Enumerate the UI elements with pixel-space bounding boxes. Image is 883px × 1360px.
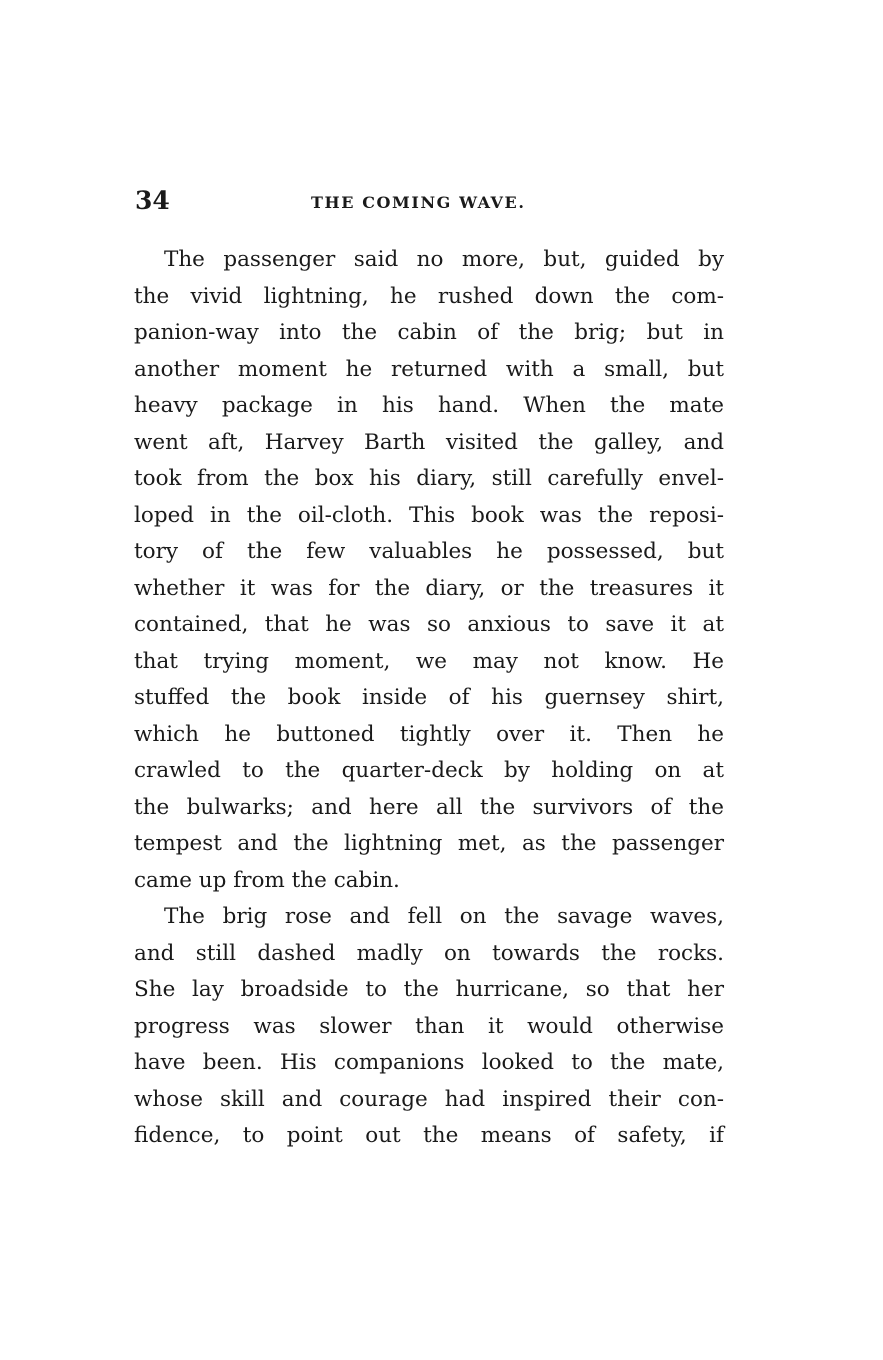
body-text (134, 242, 724, 1155)
text-line: the bulwarks; and here all the survivors of the (134, 794, 724, 820)
text-line: tory of the few valuables he possessed, but (134, 539, 724, 564)
text-line: crawled to the quarter-deck by holding on at (134, 758, 724, 783)
text-line: She lay broadside to the hurricane, so that her (134, 977, 724, 1002)
text-line: panion-way into the cabin of the brig; but in (134, 320, 724, 345)
text-line: have been. His companions looked to the mate, (134, 1050, 724, 1075)
text-line: whose skill and courage had inspired their con- (134, 1086, 724, 1112)
text-line: The passenger said no more, but, guided by (164, 247, 724, 272)
text-line: came up from the cabin. (134, 867, 400, 893)
text-line: which he buttoned tightly over it. Then he (134, 721, 724, 747)
page-number: 34 (135, 186, 170, 215)
text-line: loped in the oil-cloth. This book was the reposi- (134, 502, 724, 528)
text-line: contained, that he was so anxious to save it at (134, 612, 724, 637)
text-line: that trying moment, we may not know. He (134, 648, 724, 674)
text-line: The brig rose and fell on the savage waves, (164, 904, 724, 929)
text-line: and still dashed madly on towards the rocks. (134, 940, 724, 966)
text-line: stuffed the book inside of his guernsey shirt, (134, 685, 724, 710)
text-line: fidence, to point out the means of safety, if (134, 1123, 724, 1148)
text-line: whether it was for the diary, or the treasures it (134, 575, 724, 601)
text-line: the vivid lightning, he rushed down the com- (134, 283, 724, 309)
text-line: progress was slower than it would otherwise (134, 1013, 724, 1039)
text-line: went aft, Harvey Barth visited the galley, and (134, 429, 724, 455)
text-line: tempest and the lightning met, as the passenger (134, 831, 724, 856)
running-title: THE COMING WAVE. (311, 193, 526, 212)
text-line: another moment he returned with a small, but (134, 356, 724, 382)
text-line: heavy package in his hand. When the mate (134, 393, 724, 418)
text-line: took from the box his diary, still carefully envel- (134, 466, 724, 491)
page-header (133, 186, 723, 226)
